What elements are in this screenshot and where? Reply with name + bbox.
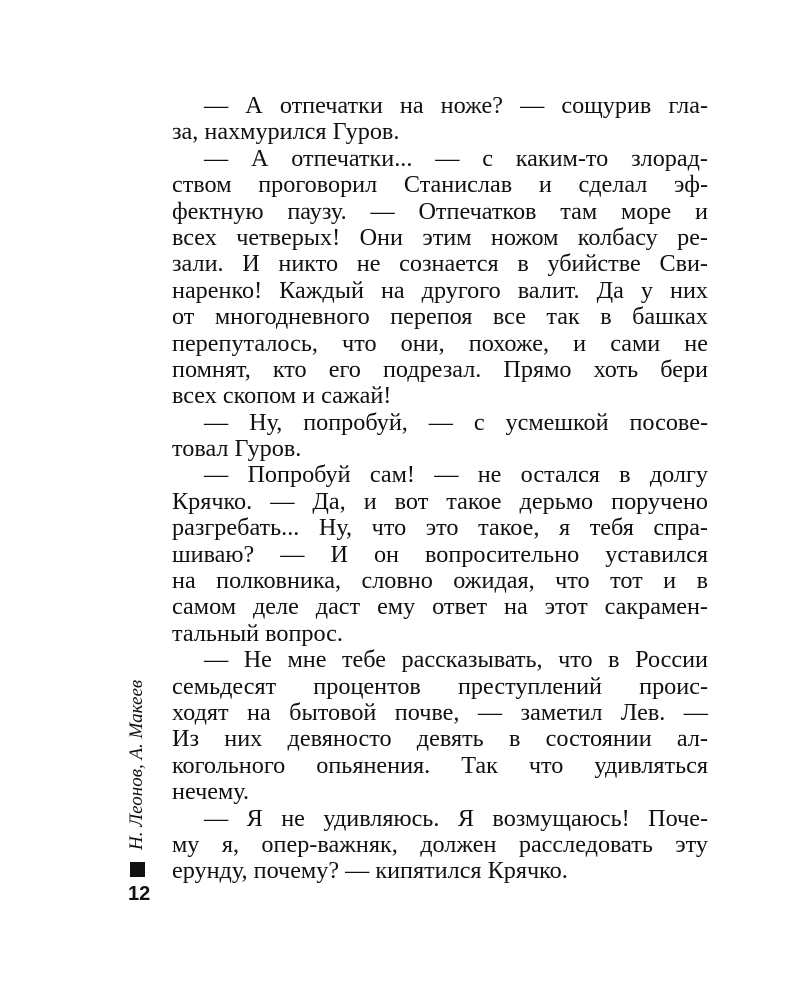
text-line: семьдесят процентов преступлений проис- bbox=[172, 672, 708, 700]
text-line: — А отпечатки... — с каким-то злорад- bbox=[204, 144, 708, 172]
square-bullet-marker bbox=[130, 862, 145, 877]
text-line: всех четверых! Они этим ножом колбасу ре- bbox=[172, 223, 708, 251]
text-line: на полковника, словно ожидая, что тот и в bbox=[172, 567, 708, 595]
text-line: Из них девяносто девять в состоянии ал- bbox=[172, 725, 708, 753]
body-text bbox=[172, 93, 708, 885]
text-line: всех скопом и сажай! bbox=[172, 382, 392, 410]
text-line: фектную паузу. — Отпечатков там море и bbox=[172, 197, 708, 225]
text-line: за, нахмурился Гуров. bbox=[172, 118, 400, 146]
text-line: — Я не удивляюсь. Я возмущаюсь! Поче- bbox=[204, 804, 708, 832]
text-line: когольного опьянения. Так что удивляться bbox=[172, 751, 708, 779]
page-number: 12 bbox=[128, 883, 151, 905]
text-line: тальный вопрос. bbox=[172, 619, 343, 647]
text-line: — Ну, попробуй, — с усмешкой посове- bbox=[204, 408, 708, 436]
running-head-authors: Н. Леонов, А. Макеев bbox=[126, 679, 147, 850]
text-line: перепуталось, что они, похоже, и сами не bbox=[172, 329, 708, 357]
text-line: товал Гуров. bbox=[172, 435, 302, 463]
text-line: зали. И никто не сознается в убийстве Сви- bbox=[172, 250, 708, 278]
text-line: от многодневного перепоя все так в башках bbox=[172, 303, 708, 331]
text-line: ходят на бытовой почве, — заметил Лев. — bbox=[172, 698, 708, 726]
text-line: нечему. bbox=[172, 778, 250, 806]
text-line: ством проговорил Станислав и сделал эф- bbox=[172, 171, 708, 199]
text-line: му я, опер-важняк, должен расследовать эту bbox=[172, 830, 708, 858]
text-line: разгребать... Ну, что это такое, я тебя спра- bbox=[172, 514, 708, 542]
text-line: — А отпечатки на ноже? — сощурив гла- bbox=[204, 92, 708, 119]
text-line: наренко! Каждый на другого валит. Да у них bbox=[172, 276, 708, 304]
text-line: помнят, кто его подрезал. Прямо хоть бери bbox=[172, 355, 708, 383]
text-line: самом деле даст ему ответ на этот сакрамен- bbox=[172, 593, 708, 621]
text-line: шиваю? — И он вопросительно уставился bbox=[172, 540, 708, 568]
text-line: — Попробуй сам! — не остался в долгу bbox=[204, 461, 708, 489]
text-line: ерунду, почему? — кипятился Крячко. bbox=[172, 857, 568, 885]
text-line: — Не мне тебе рассказывать, что в России bbox=[204, 646, 708, 674]
text-line: Крячко. — Да, и вот такое дерьмо поручено bbox=[172, 487, 708, 515]
